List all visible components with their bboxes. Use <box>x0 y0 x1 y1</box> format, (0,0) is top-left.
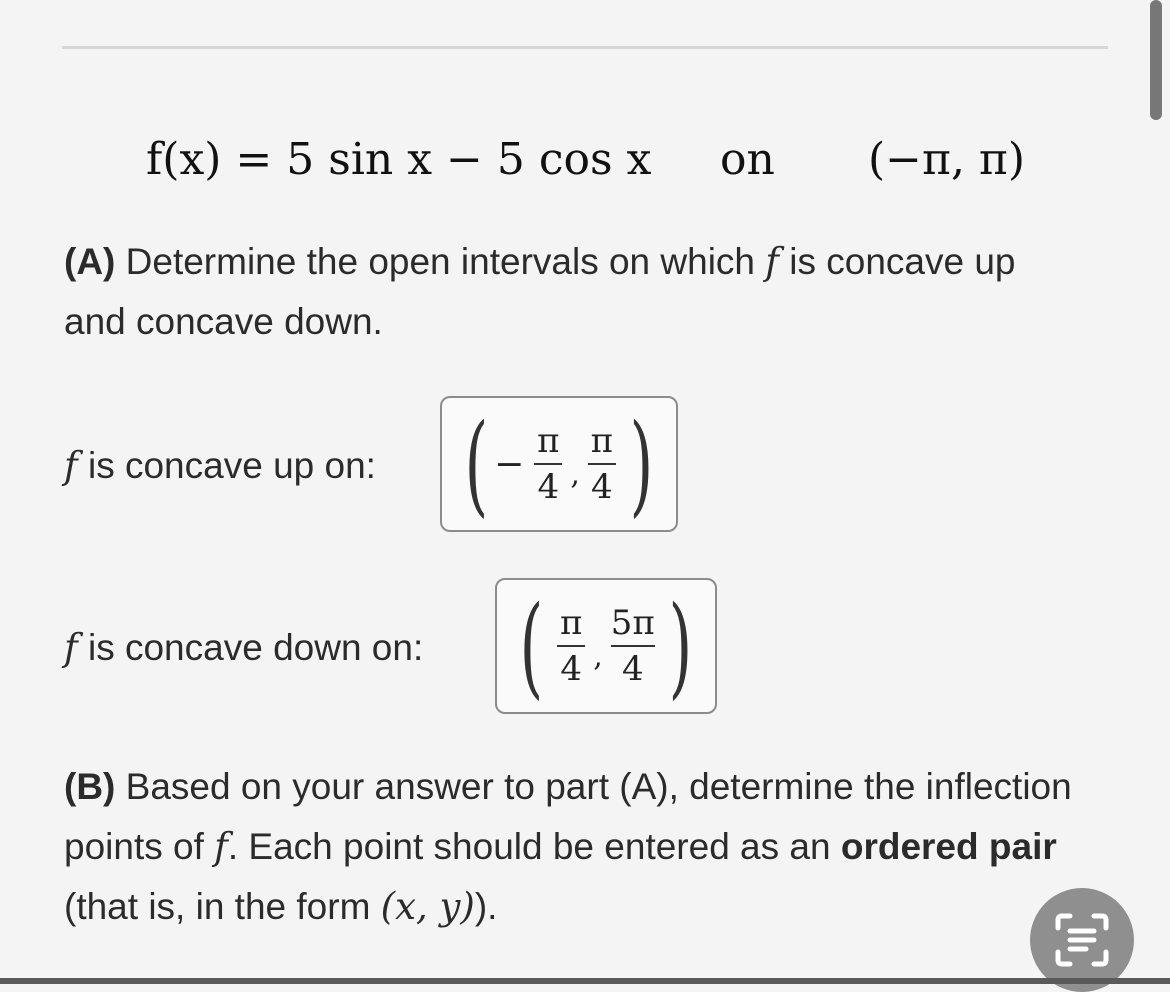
scrollbar[interactable] <box>1150 0 1162 120</box>
part-b-label: (B) <box>64 766 116 807</box>
concave-up-label-text: is concave up on: <box>77 445 376 486</box>
close-paren: ) <box>629 400 654 528</box>
concave-up-label <box>64 396 376 536</box>
concave-down-label-text: is concave down on: <box>77 627 424 668</box>
part-b-text-3: (that is, in the form <box>64 886 381 927</box>
minus-sign: − <box>494 443 525 485</box>
left-numerator: π <box>560 603 583 643</box>
concave-down-f: f <box>64 626 78 669</box>
fraction-bar <box>588 463 616 465</box>
bottom-edge-bar <box>0 978 1170 984</box>
fraction-bar <box>557 645 585 647</box>
part-a-f: f <box>765 240 779 283</box>
part-a-text-before: Determine the open intervals on which <box>115 241 766 282</box>
equation-function: f(x) = 5 sin x − 5 cos x <box>146 134 652 185</box>
fraction-bar <box>611 645 655 647</box>
equation-on-word: on <box>720 134 775 185</box>
right-denominator: 4 <box>621 649 644 689</box>
right-endpoint-fraction <box>588 421 616 507</box>
right-endpoint-fraction <box>611 603 655 689</box>
left-numerator: π <box>537 421 560 461</box>
concave-up-answer-field[interactable] <box>440 396 678 532</box>
part-b-question <box>64 757 1104 937</box>
left-endpoint-fraction <box>534 421 562 507</box>
part-b-text-4: ). <box>474 886 498 927</box>
part-a-text-after: is concave up and concave down. <box>64 241 1016 342</box>
left-denominator: 4 <box>560 649 583 689</box>
scan-text-button[interactable] <box>1030 888 1134 992</box>
right-numerator: π <box>590 421 614 461</box>
open-paren: ( <box>519 582 544 710</box>
part-b-f: f <box>214 825 228 868</box>
open-paren: ( <box>464 400 489 528</box>
top-divider <box>62 46 1108 49</box>
concave-up-f: f <box>64 444 78 487</box>
part-b-bold-ordered-pair: ordered pair <box>840 826 1057 867</box>
fraction-bar <box>534 463 562 465</box>
equation-domain-interval: (−π, π) <box>868 134 1026 185</box>
part-b-text-1: Based on your answer to part (A), determine the inflection points of <box>64 766 1072 867</box>
right-denominator: 4 <box>591 467 613 507</box>
concave-up-interval <box>455 400 663 528</box>
part-a-question <box>64 232 1024 352</box>
close-paren: ) <box>668 582 693 710</box>
comma: , <box>570 456 580 492</box>
concave-down-answer-field[interactable] <box>495 578 717 714</box>
right-numerator: 5π <box>610 603 655 643</box>
left-endpoint-fraction <box>557 603 585 689</box>
concave-down-label <box>64 578 423 718</box>
concave-down-interval <box>510 582 701 710</box>
part-b-form: (x, y) <box>380 885 475 928</box>
part-b-text-2: . Each point should be entered as an <box>227 826 841 867</box>
part-a-label: (A) <box>64 241 116 282</box>
scan-text-icon <box>1052 910 1112 970</box>
comma: , <box>593 638 603 674</box>
left-denominator: 4 <box>537 467 560 507</box>
